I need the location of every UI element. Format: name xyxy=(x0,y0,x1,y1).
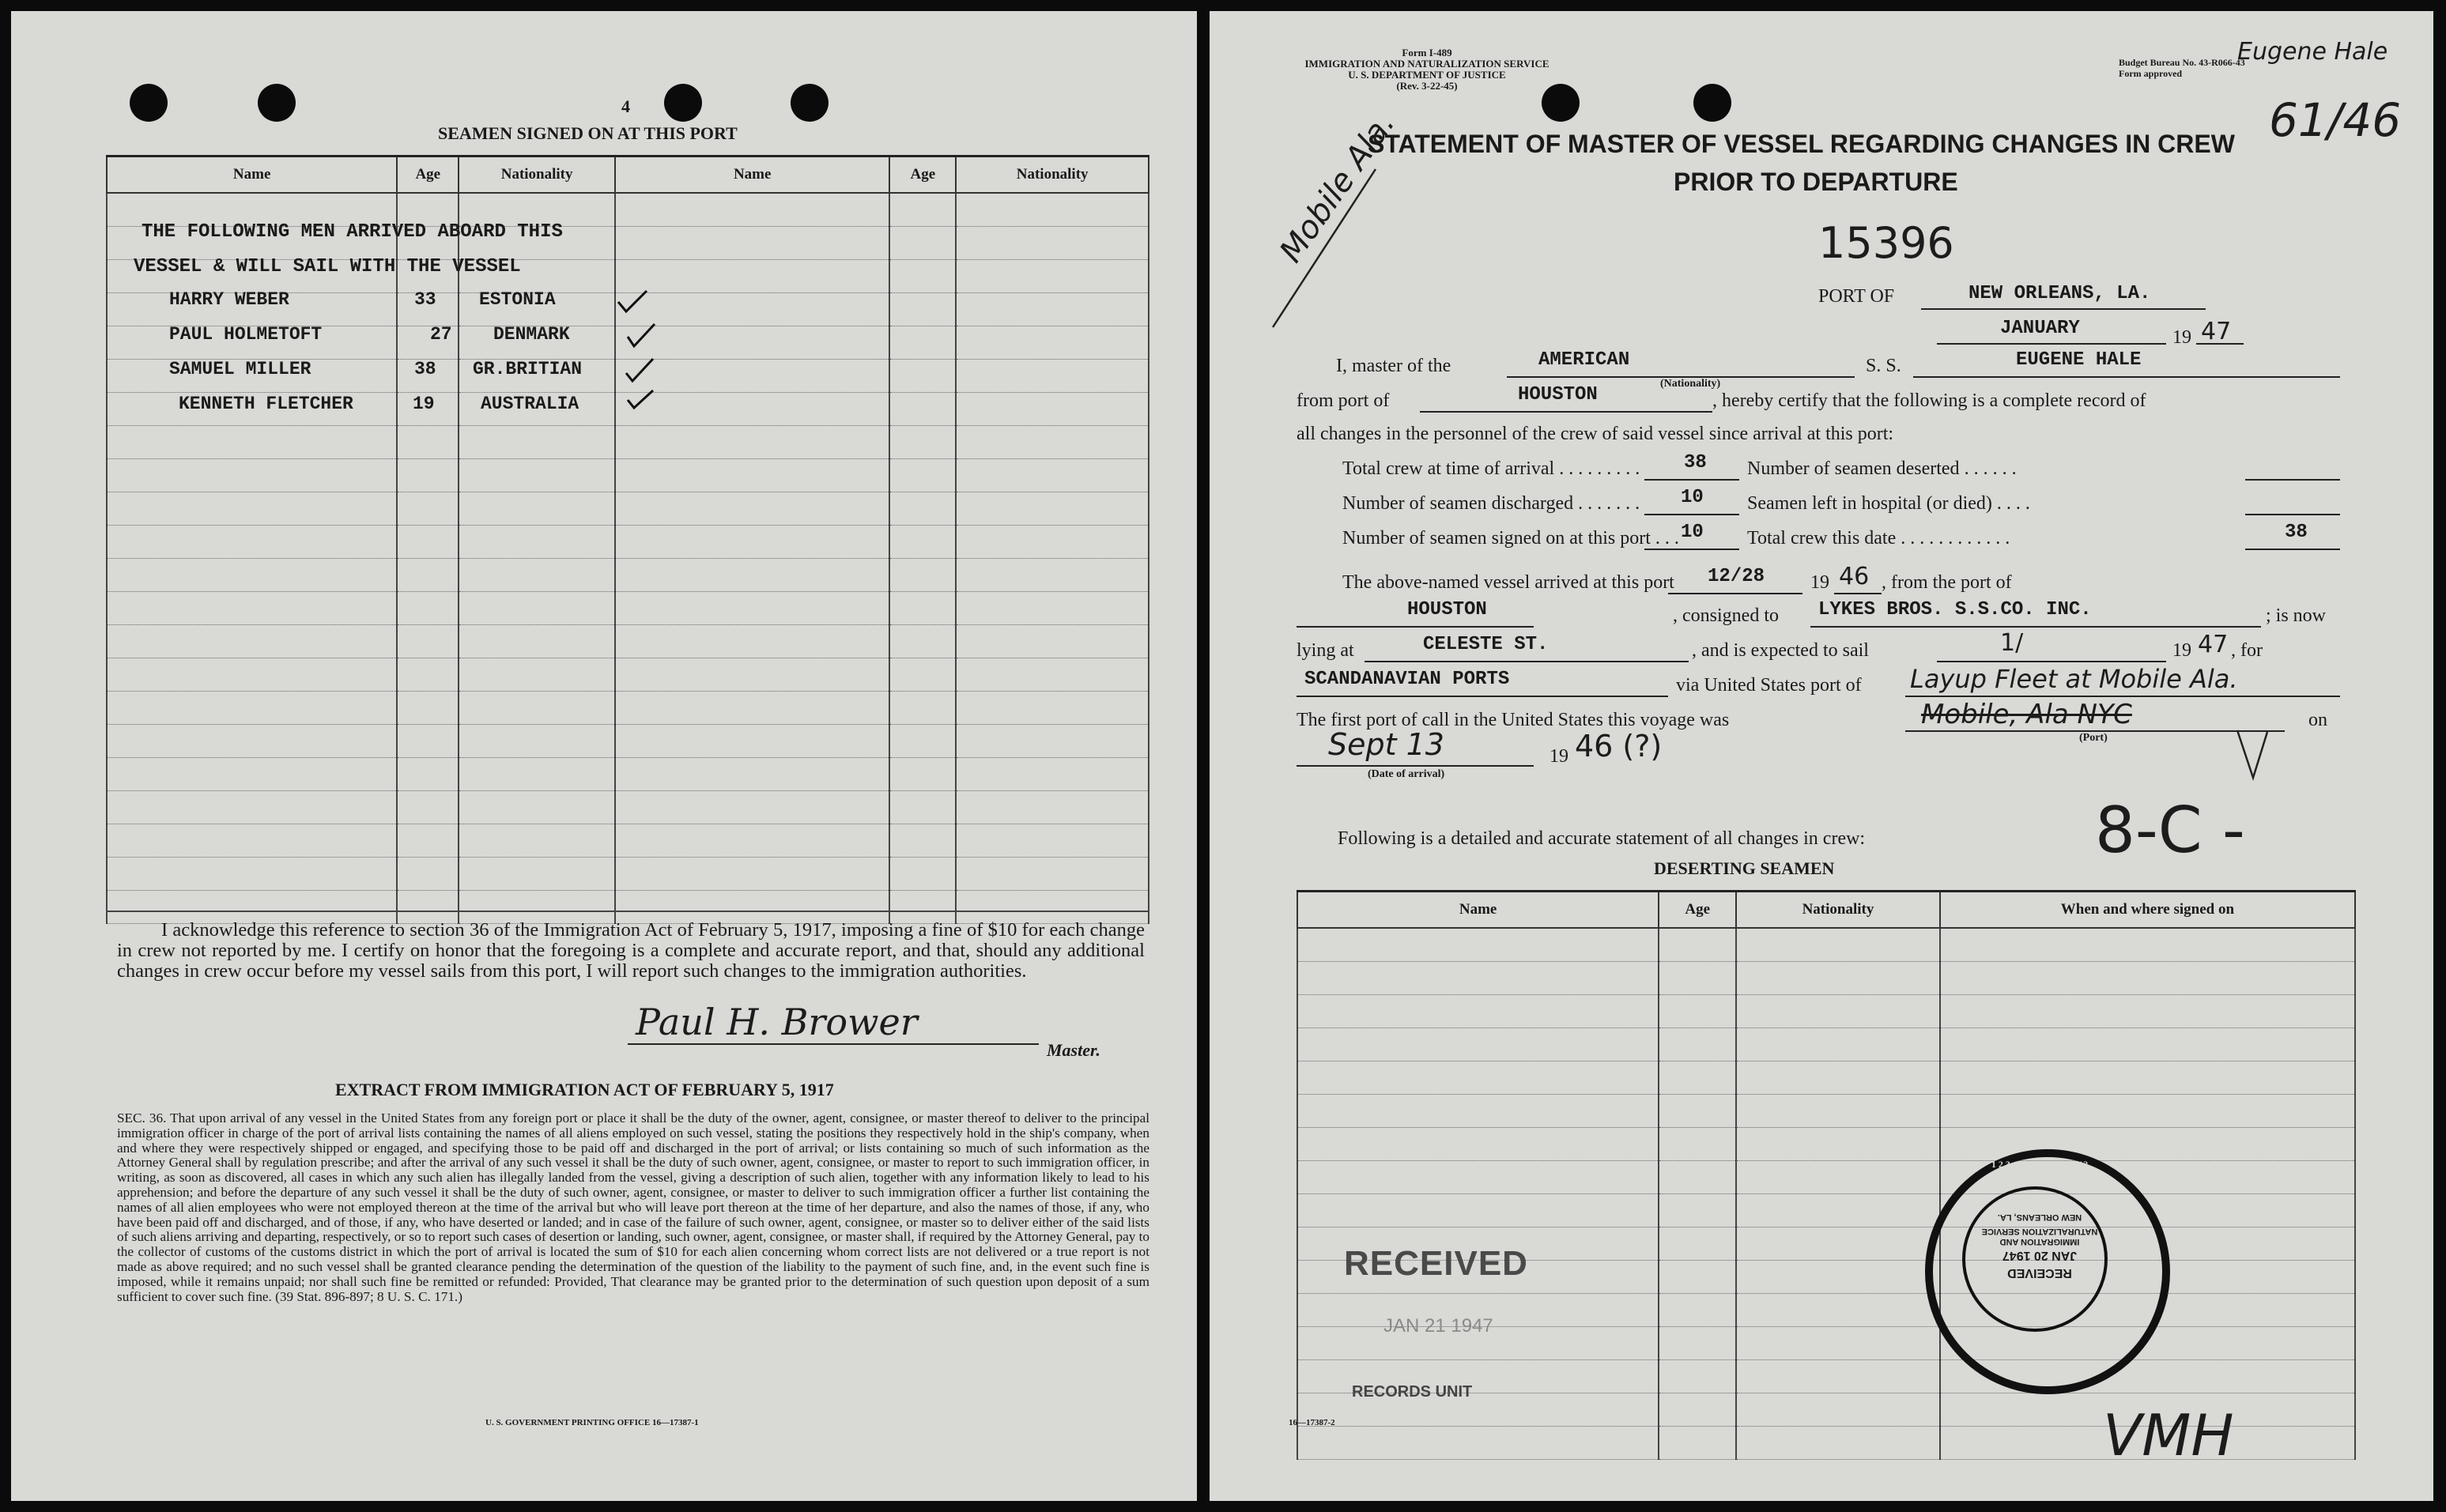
round-stamp-date: JAN 20 1947 xyxy=(2002,1249,2078,1262)
printer-footer: U. S. GOVERNMENT PRINTING OFFICE 16—17387-1 xyxy=(485,1418,699,1427)
year-line xyxy=(1834,593,1882,594)
records-unit-stamp: RECORDS UNIT xyxy=(1352,1383,1473,1401)
master-signature: Paul H. Brower xyxy=(636,1001,918,1043)
form-approved: Form approved xyxy=(2119,68,2183,79)
via-port: Layup Fleet at Mobile Ala. xyxy=(1910,664,2238,694)
sail-year-prefix: 19 xyxy=(2172,640,2191,661)
port-value: NEW ORLEANS, LA. xyxy=(1969,283,2151,304)
seaman-name: KENNETH FLETCHER xyxy=(179,394,353,414)
handwritten-initials: VMH xyxy=(2103,1402,2234,1469)
revision-line: (Rev. 3-22-45) xyxy=(1396,80,1458,92)
budget-bureau xyxy=(2119,57,2245,79)
date-month: JANUARY xyxy=(2000,318,2080,339)
seaman-name: HARRY WEBER xyxy=(169,289,289,310)
arrival-date-line xyxy=(1297,765,1534,767)
signature-line xyxy=(628,1043,1039,1045)
port-label: PORT OF xyxy=(1818,286,1895,307)
date-year: 47 xyxy=(2201,318,2232,345)
check-marks xyxy=(612,280,675,422)
ship-name: EUGENE HALE xyxy=(2016,349,2142,371)
sail-year: 47 xyxy=(2198,631,2229,658)
punch-hole xyxy=(791,84,829,122)
note-line: THE FOLLOWING MEN ARRIVED ABOARD THIS xyxy=(142,221,563,243)
discharged-label: Number of seamen discharged . . . . . . . xyxy=(1342,493,1640,514)
following-label: Following is a detailed and accurate statement of all changes in crew: xyxy=(1338,828,1866,849)
total-date-label: Total crew this date . . . . . . . . . . . . xyxy=(1747,528,2010,549)
col-header: Nationality xyxy=(956,156,1149,194)
port-caption: (Port) xyxy=(2079,732,2108,744)
extract-text: SEC. 36. That upon arrival of any vessel in the United States from any foreign port or place it shall be the duty of the owner, agent, consignee, or master thereof to deliver to the principal immigration officer in charge of the port of arrival lists containing the names of all aliens employed on such vessel, stating the positions they respectively hold in the ship's company, when and where they were respectively shipped or engaged, and specifying those to be paid off and discharged in the port of arrival; or lists containing so much of such information as the Attorney General shall by regulation prescribe; and after the arrival of any such vessel it shall be the duty of such owner, agent, consignee, or master to report to such immigration officer, in writing, as soon as discovered, all cases in which any such alien has illegally landed from the vessel, giving a description of such alien, together with any information likely to lead to his apprehension; and before the departure of any such vessel it shall be the duty of such owner, agent, consignee, or master to deliver to such immigration officer a further list containing the names of all alien employees who were not employed thereon at the time of the arrival but who will leave port thereon at the time of her departure, and also the names of those, if any, who have been paid off and discharged, and of those, if any, who have deserted or landed; and in case of the failure of such owner, agent, consignee, or master so to deliver either of the said lists of such aliens arriving and departing, respectively, or so to report such cases of desertion or landing, such owner, agent, consignee, or master shall, if required by the Attorney General, pay to the collector of customs of the customs district in which the port of arrival is located the sum of $10 for each alien concerning whom correct lists are not delivered or a true report is not made as above required; and no such vessel shall be granted clearance pending the determination of the question of the liability to the payment of such fine, and, in the event such fine is imposed, while it remains unpaid; nor shall such fine be remitted or refunded: Provided, That clearance may be granted prior to the determination of such question upon deposit of a sum sufficient to cover such fine. (39 Stat. 896-897; 8 U. S. C. 171.) xyxy=(117,1110,1149,1304)
count-line xyxy=(2245,479,2340,481)
on-label: on xyxy=(2308,710,2327,730)
certify-text: , hereby certify that the following is a complete record of xyxy=(1712,390,2146,411)
via-line xyxy=(1905,696,2340,697)
col-header: Age xyxy=(889,156,956,194)
total-date-value: 38 xyxy=(2285,522,2308,543)
from-port-value: HOUSTON xyxy=(1518,384,1598,405)
arrived-year-prefix: 19 xyxy=(1810,572,1829,593)
master-of-label: I, master of the xyxy=(1336,356,1451,376)
sail-date: 1/ xyxy=(2000,629,2024,657)
col-header: Nationality xyxy=(459,156,615,194)
from-port-line xyxy=(1420,411,1712,413)
arrived-line xyxy=(1668,593,1802,594)
ss-label: S. S. xyxy=(1866,356,1901,376)
form-number: Form I-489 xyxy=(1402,47,1452,58)
check-mark-icon xyxy=(626,359,653,381)
total-arrival-value: 38 xyxy=(1684,452,1707,473)
first-port-value: Mobile, Ala NYC xyxy=(1921,699,2132,730)
ship-line xyxy=(1913,376,2340,378)
check-mark-icon xyxy=(628,390,653,408)
nationality-value: AMERICAN xyxy=(1538,349,1630,371)
deserting-title: DESERTING SEAMEN xyxy=(1654,858,1835,878)
round-stamp-numbers: 1 2 3 4 5 6 7 8 9 10 11 12 xyxy=(1991,1159,2089,1170)
col-header: Name xyxy=(615,156,889,194)
handwritten-number: 61/46 xyxy=(2269,93,2402,147)
received-date-stamp: JAN 21 1947 xyxy=(1383,1315,1493,1337)
right-page xyxy=(1210,11,2433,1501)
round-stamp-city: NEW ORLEANS, LA. xyxy=(1997,1212,2082,1222)
punch-hole xyxy=(664,84,702,122)
date-year-prefix: 19 xyxy=(2172,327,2191,348)
seaman-nationality: DENMARK xyxy=(493,324,570,345)
lying-at-line xyxy=(1365,661,1689,662)
seaman-nationality: ESTONIA xyxy=(479,289,556,310)
seaman-nationality: AUSTRALIA xyxy=(481,394,579,414)
department-line: U. S. DEPARTMENT OF JUSTICE xyxy=(1348,69,1506,81)
deserting-seamen-table xyxy=(1297,890,2356,1460)
handwritten-corner: Eugene Hale xyxy=(2237,38,2388,66)
col-header: When and where signed on xyxy=(1940,892,2355,929)
date-line xyxy=(1937,343,2166,345)
seaman-age: 33 xyxy=(414,289,436,310)
deserted-label: Number of seamen deserted . . . . . . xyxy=(1747,458,2017,479)
is-now-label: ; is now xyxy=(2266,605,2327,626)
hospital-label: Seamen left in hospital (or died) . . . . xyxy=(1747,493,2030,514)
extract-title: EXTRACT FROM IMMIGRATION ACT OF FEBRUARY 5, 1917 xyxy=(335,1080,834,1099)
consignee: LYKES BROS. S.S.CO. INC. xyxy=(1818,599,2092,620)
margin-slash xyxy=(1257,161,1399,335)
arrived-from: HOUSTON xyxy=(1407,599,1487,620)
check-mark-icon xyxy=(628,324,655,346)
printer-footer: 16—17387-2 xyxy=(1289,1418,1335,1427)
budget-bureau-number: Budget Bureau No. 43-R066-43 xyxy=(2119,57,2245,68)
handwritten-mark xyxy=(2229,722,2277,786)
first-port-label: The first port of call in the United States this voyage was xyxy=(1297,710,1730,730)
form-subtitle: PRIOR TO DEPARTURE xyxy=(1674,168,1958,196)
expected-label: , and is expected to sail xyxy=(1692,640,1869,661)
arrival-year-prefix: 19 xyxy=(1550,746,1568,767)
consignee-line xyxy=(1810,626,2261,628)
master-label: Master. xyxy=(1047,1040,1100,1060)
extract-body xyxy=(117,1111,1149,1304)
nationality-caption: (Nationality) xyxy=(1660,378,1721,390)
destination: SCANDANAVIAN PORTS xyxy=(1304,669,1510,690)
round-stamp-received: RECEIVED xyxy=(2007,1266,2072,1280)
col-header: Nationality xyxy=(1736,892,1940,929)
acknowledgement-text: I acknowledge this reference to section 36 of the Immigration Act of February 5, 1917, imposing a fine of $10 for each change in crew not reported by me. I certify on honor that the foregoing is a complete and accurate report, and that, should any additional changes in crew occur before my vessel sails from this port, I will report such changes to the immigration authorities. xyxy=(117,919,1145,982)
count-line xyxy=(1644,514,1739,515)
count-line xyxy=(2245,549,2340,550)
signed-on-value: 10 xyxy=(1681,522,1704,543)
total-arrival-label: Total crew at time of arrival . . . . . . . . . xyxy=(1342,458,1640,479)
page-number: 4 xyxy=(621,96,630,116)
file-number: 15396 xyxy=(1818,218,1954,268)
round-stamp-agency: IMMIGRATION AND NATURALIZATION SERVICE xyxy=(1981,1227,2098,1246)
agency-line: IMMIGRATION AND NATURALIZATION SERVICE xyxy=(1304,58,1550,70)
arrival-date: Sept 13 xyxy=(1328,727,1444,762)
col-header: Age xyxy=(397,156,459,194)
code-hand: 8-C - xyxy=(2095,794,2245,867)
consigned-label: , consigned to xyxy=(1673,605,1779,626)
check-mark-icon xyxy=(618,291,647,311)
punch-hole xyxy=(258,84,296,122)
count-line xyxy=(2245,514,2340,515)
form-title: STATEMENT OF MASTER OF VESSEL REGARDING CHANGES IN CREW xyxy=(1368,130,2235,158)
seaman-age: 27 xyxy=(430,324,452,345)
sail-date-line xyxy=(1937,661,2166,662)
arrival-year: 46 (?) xyxy=(1575,729,1663,764)
lying-at-value: CELESTE ST. xyxy=(1423,634,1549,655)
col-header: Name xyxy=(1297,892,1659,929)
seaman-nationality: GR.BRITIAN xyxy=(473,359,583,379)
for-label: , for xyxy=(2231,640,2263,661)
col-header: Name xyxy=(107,156,397,194)
punch-hole xyxy=(1693,84,1731,122)
date-of-arrival-caption: (Date of arrival) xyxy=(1368,768,1445,780)
count-line xyxy=(1644,549,1739,550)
destination-line xyxy=(1297,696,1668,697)
signed-on-label: Number of seamen signed on at this port . . . xyxy=(1342,528,1679,549)
seaman-age: 19 xyxy=(413,394,435,414)
seaman-name: SAMUEL MILLER xyxy=(169,359,311,379)
round-stamp-text xyxy=(1969,1208,2111,1281)
via-label: via United States port of xyxy=(1676,675,1862,696)
section-title: SEAMEN SIGNED ON AT THIS PORT xyxy=(438,123,738,143)
arrived-label: The above-named vessel arrived at this port xyxy=(1342,572,1674,593)
seaman-age: 38 xyxy=(414,359,436,379)
left-page xyxy=(11,11,1197,1501)
from-port-label: from port of xyxy=(1297,390,1390,411)
received-stamp: RECEIVED xyxy=(1344,1244,1528,1283)
margin-note: Mobile Ala. xyxy=(1273,106,1402,270)
from-the-port-label: , from the port of xyxy=(1882,572,2012,593)
table-bottom-rule xyxy=(106,911,1149,912)
arrived-from-line xyxy=(1297,626,1534,628)
col-header: Age xyxy=(1659,892,1736,929)
count-line xyxy=(1644,479,1739,481)
note-line: VESSEL & WILL SAIL WITH THE VESSEL xyxy=(134,256,521,277)
all-changes-text: all changes in the personnel of the crew of said vessel since arrival at this port: xyxy=(1297,424,1894,444)
seaman-name: PAUL HOLMETOFT xyxy=(169,324,323,345)
arrived-year: 46 xyxy=(1839,563,1870,590)
punch-hole xyxy=(130,84,168,122)
discharged-value: 10 xyxy=(1681,487,1704,508)
arrived-date: 12/28 xyxy=(1708,566,1765,587)
port-line xyxy=(1921,308,2206,310)
lying-at-label: lying at xyxy=(1297,640,1354,661)
form-header xyxy=(1293,47,1561,92)
